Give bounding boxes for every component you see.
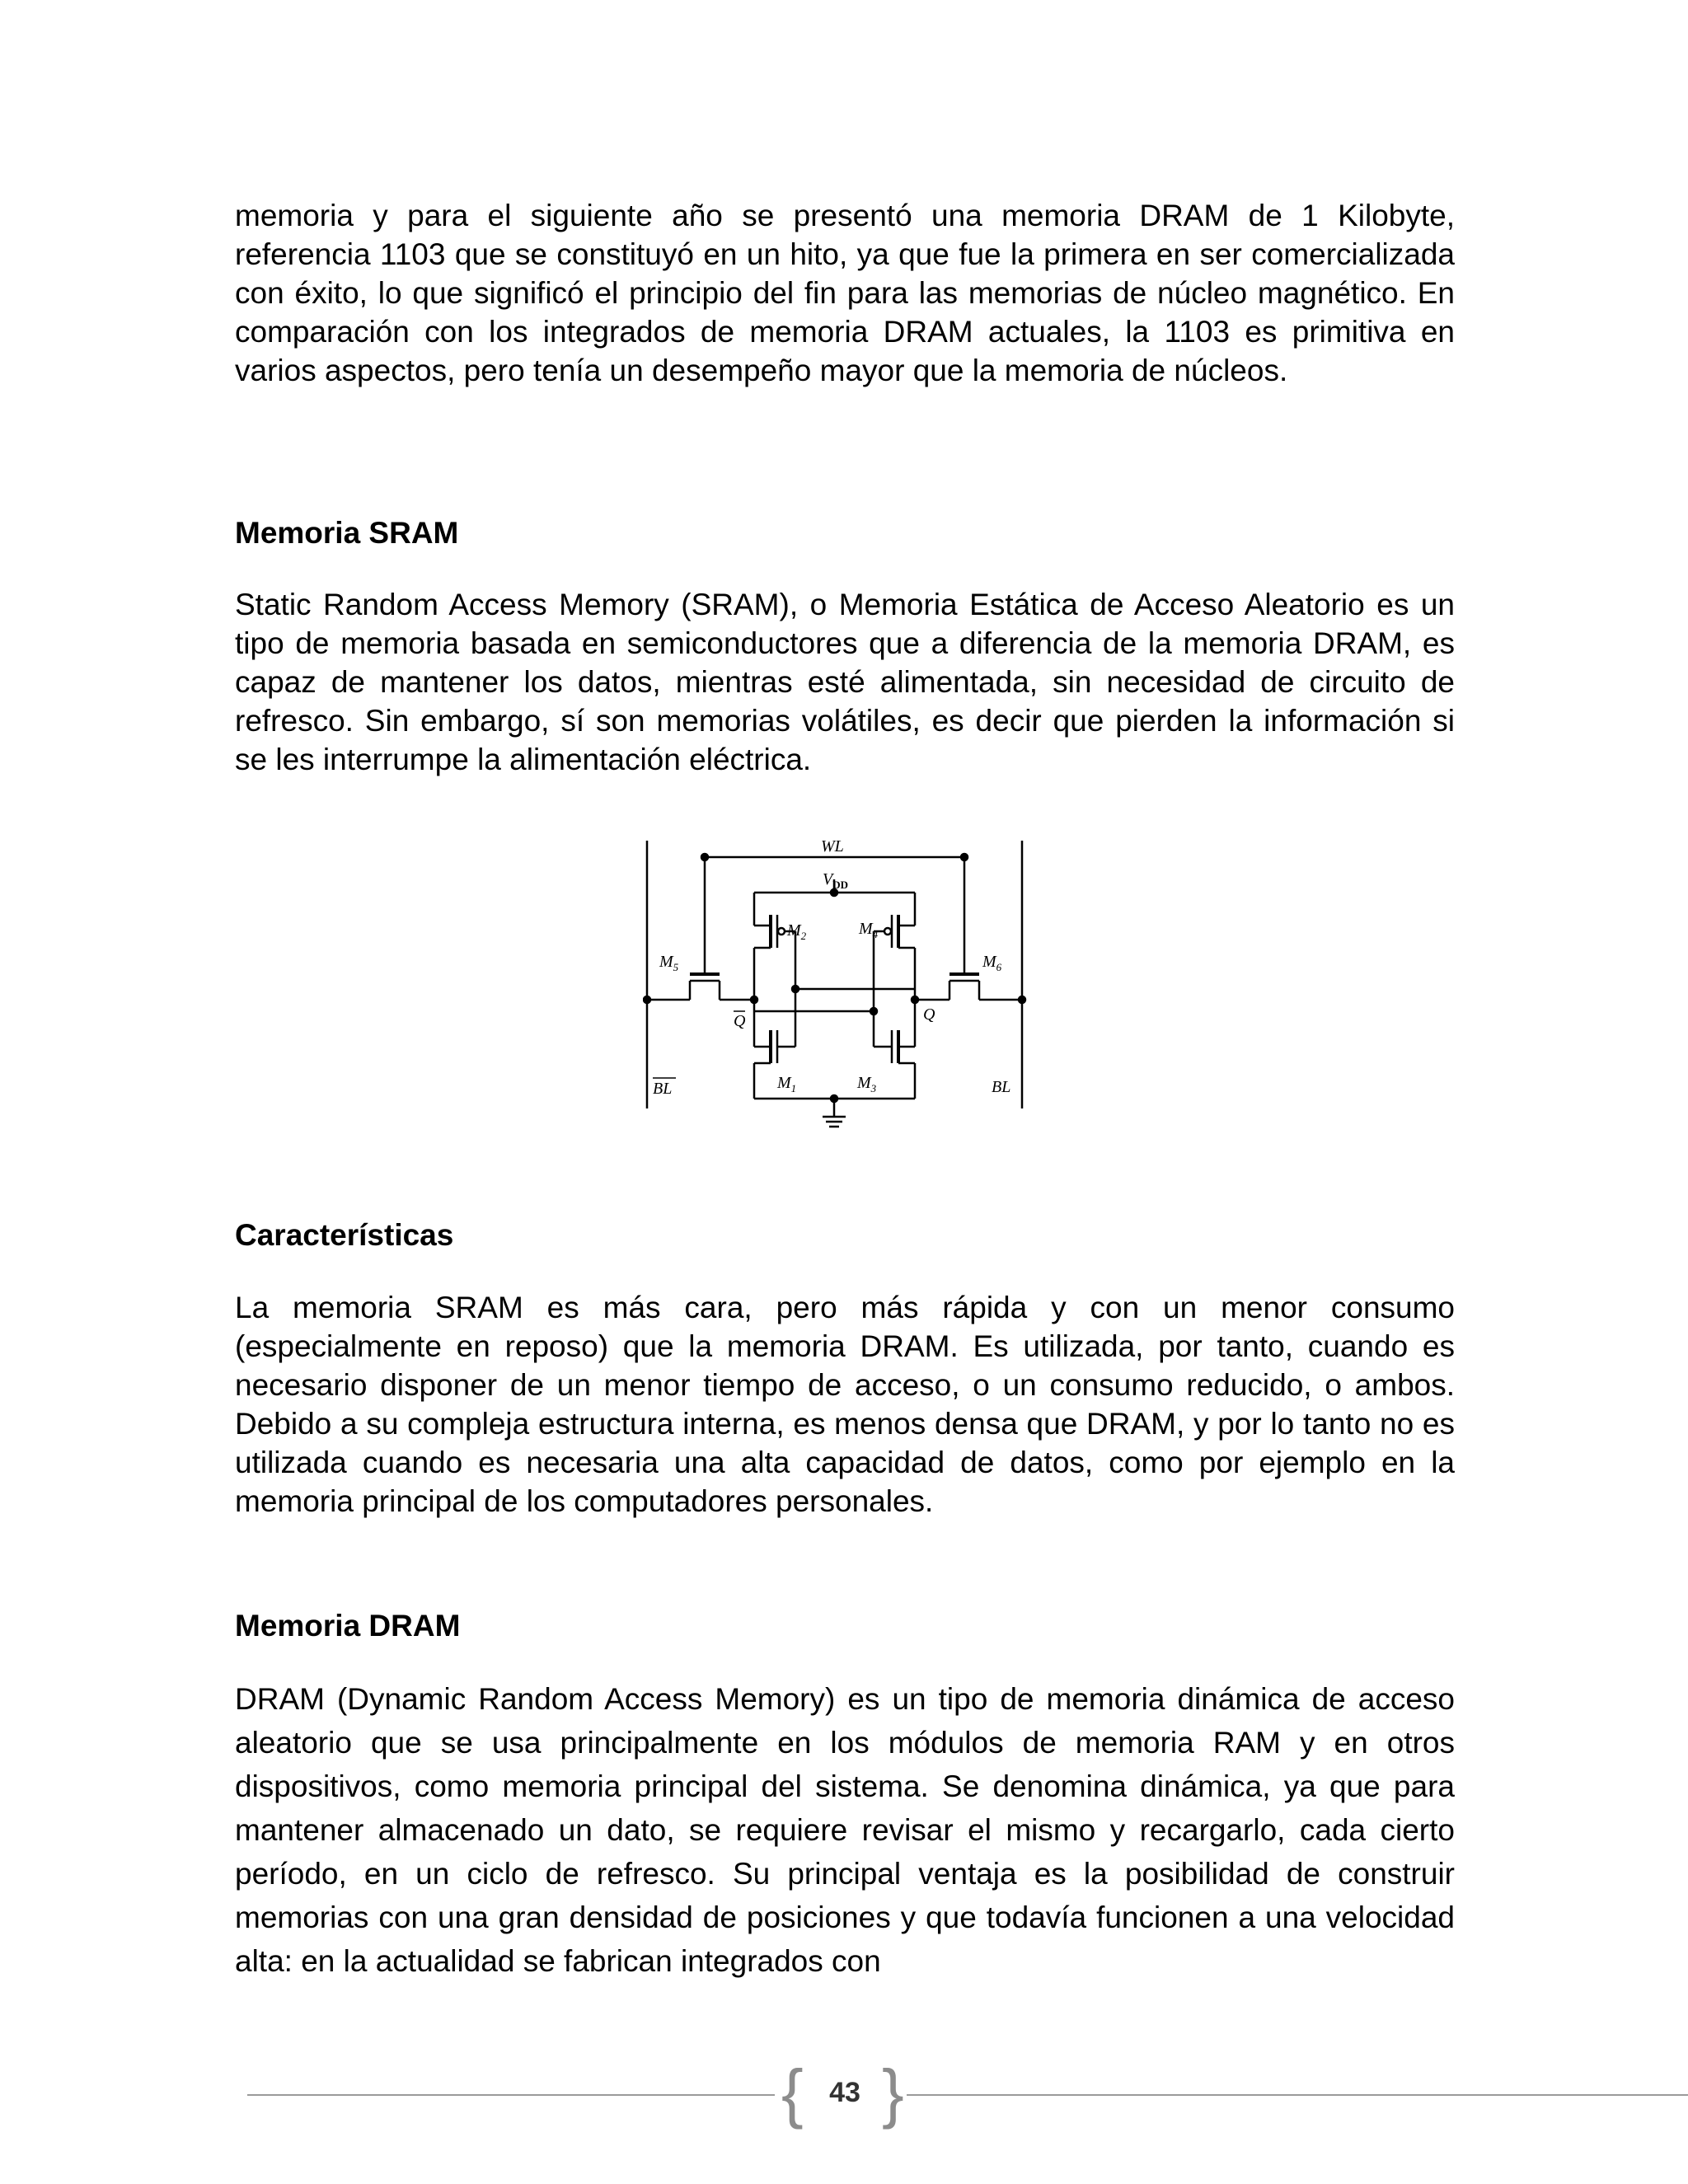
- bracket-left-icon: {: [781, 2056, 804, 2130]
- bracket-right-icon: }: [882, 2056, 904, 2130]
- paragraph-sram: Static Random Access Memory (SRAM), o Memoria Estática de Acceso Aleatorio es un tipo de memoria basada en semiconductores que a diferencia de la memoria DRAM, es capaz de mantener los datos, mientras esté alimentada, sin necesidad de circuito de refresco. Sin embargo, sí son memorias volátiles, es decir que pierden la información si se les interrumpe la alimentación eléctrica.: [235, 588, 1455, 776]
- bl-label: BL: [992, 1078, 1011, 1096]
- heading-memoria-dram: Memoria DRAM: [235, 1609, 461, 1643]
- paragraph-dram: DRAM (Dynamic Random Access Memory) es un tipo de memoria dinámica de acceso aleatorio que se usa principalmente en los módulos de memoria RAM y en otros dispositivos, como memoria principal del sistema. Se denomina dinámica, ya que para mantener almacenado un dato, se requiere revisar el mismo y recargarlo, cada cierto período, en un ciclo de refresco. Su principal ventaja es la posibilidad de construir memorias con una gran densidad de posiciones y que todavía funcionen a una velocidad alta: en la actualidad se fabrican integrados con: [235, 1682, 1455, 1978]
- m5-label: $M_5$: [659, 953, 679, 973]
- q-bar-label: Q: [734, 1012, 746, 1030]
- m1-label: $M_1$: [777, 1074, 797, 1094]
- heading-caracteristicas: Características: [235, 1218, 454, 1252]
- vdd-label: $V_{DD}$: [823, 870, 848, 891]
- paragraph-intro: memoria y para el siguiente año se presentó una memoria DRAM de 1 Kilobyte, referencia 1103 que se constituyó en un hito, ya que fue la primera en ser comercializada con éxito, lo que significó el principio del fin para las memorias de núcleo magnético. En comparación con los integrados de memoria DRAM actuales, la 1103 es primitiva en varios aspectos, pero tenía un desempeño mayor que la memoria de núcleos.: [235, 199, 1455, 387]
- bl-bar-label: BL: [653, 1080, 673, 1098]
- sram-cell-circuit-diagram: [643, 837, 1039, 1154]
- m4-label: $M_4$: [859, 920, 879, 940]
- paragraph-caracteristicas: La memoria SRAM es más cara, pero más rápida y con un menor consumo (especialmente en reposo) que la memoria DRAM. Es utilizada, por tanto, cuando es necesario disponer de un menor tiempo de acceso, o un consumo reducido, o ambos. Debido a su compleja estructura interna, es menos densa que DRAM, y por lo tanto no es utilizada cuando es necesaria una alta capacidad de datos, como por ejemplo en la memoria principal de los computadores personales.: [235, 1291, 1455, 1518]
- q-label: Q: [923, 1005, 935, 1024]
- page-footer: [247, 2052, 1451, 2135]
- footer-rule-left: [247, 2094, 775, 2096]
- heading-memoria-sram: Memoria SRAM: [235, 516, 459, 550]
- footer-rule-right: [907, 2094, 1688, 2096]
- m2-label: $M_2$: [787, 921, 807, 942]
- m6-label: $M_6$: [982, 953, 1002, 973]
- wl-label: WL: [821, 837, 844, 855]
- page-number: 43: [829, 2077, 860, 2108]
- m3-label: $M_3$: [857, 1074, 877, 1094]
